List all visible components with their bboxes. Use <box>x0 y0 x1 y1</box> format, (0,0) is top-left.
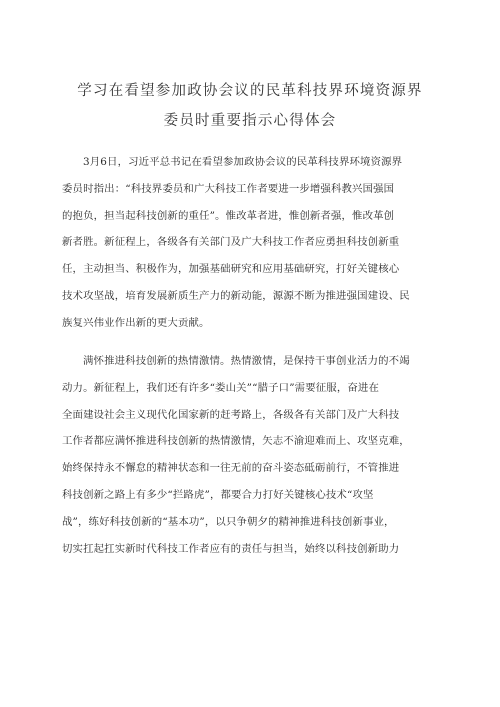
paragraph-line: 始终保持永不懈怠的精神状态和一往无前的奋斗姿态砥砺前行，不管推进 <box>62 462 400 475</box>
paragraph-line: 科技创新之路上有多少“拦路虎”，都要合力打好关键核心技术“攻坚 <box>62 488 374 501</box>
paragraph-line: 技术攻坚战，培育发展新质生产力的新动能，源源不断为推进强国建设、民 <box>62 289 410 302</box>
paragraph-line: 新者胜。新征程上，各级各有关部门及广大科技工作者应勇担科技创新重 <box>62 236 400 249</box>
paragraph-line: 委员时指出：“科技界委员和广大科技工作者要进一步增强科教兴国强国 <box>62 182 395 195</box>
paragraph-line: 的抱负，担当起科技创新的重任”。惟改革者进，惟创新者强，惟改革创 <box>62 209 395 222</box>
title-line-1: 学习在看望参加政协会议的民革科技界环境资源界 <box>77 83 423 99</box>
paragraph-2 <box>62 348 438 562</box>
paragraph-line: 动力。新征程上，我们还有许多“娄山关”“腊子口”需要征服，奋进在 <box>62 381 379 394</box>
paragraph-line: 3月6日，习近平总书记在看望参加政协会议的民革科技界环境资源界 <box>83 156 403 168</box>
paragraph-line: 满怀推进科技创新的热情激情。热情激情，是保持干事创业活力的不竭 <box>83 355 410 367</box>
paragraph-line: 任，主动担当、积极作为，加强基础研究和应用基础研究，打好关键核心 <box>62 263 400 276</box>
paragraph-line: 战”，练好科技创新的“基本功”，以只争朝夕的精神推进科技创新事业， <box>62 515 395 528</box>
document-title <box>0 76 500 136</box>
title-line-2: 委员时重要指示心得体会 <box>163 113 337 129</box>
paragraph-line: 切实扛起扛实新时代科技工作者应有的责任与担当，始终以科技创新助力 <box>62 542 400 555</box>
paragraph-1 <box>62 149 438 337</box>
paragraph-line: 全面建设社会主义现代化国家新的赶考路上，各级各有关部门及广大科技 <box>62 408 400 421</box>
paragraph-line: 族复兴伟业作出新的更大贡献。 <box>62 316 210 329</box>
paragraph-line: 工作者都应满怀推进科技创新的热情激情，矢志不渝迎难而上、攻坚克难， <box>62 435 410 448</box>
